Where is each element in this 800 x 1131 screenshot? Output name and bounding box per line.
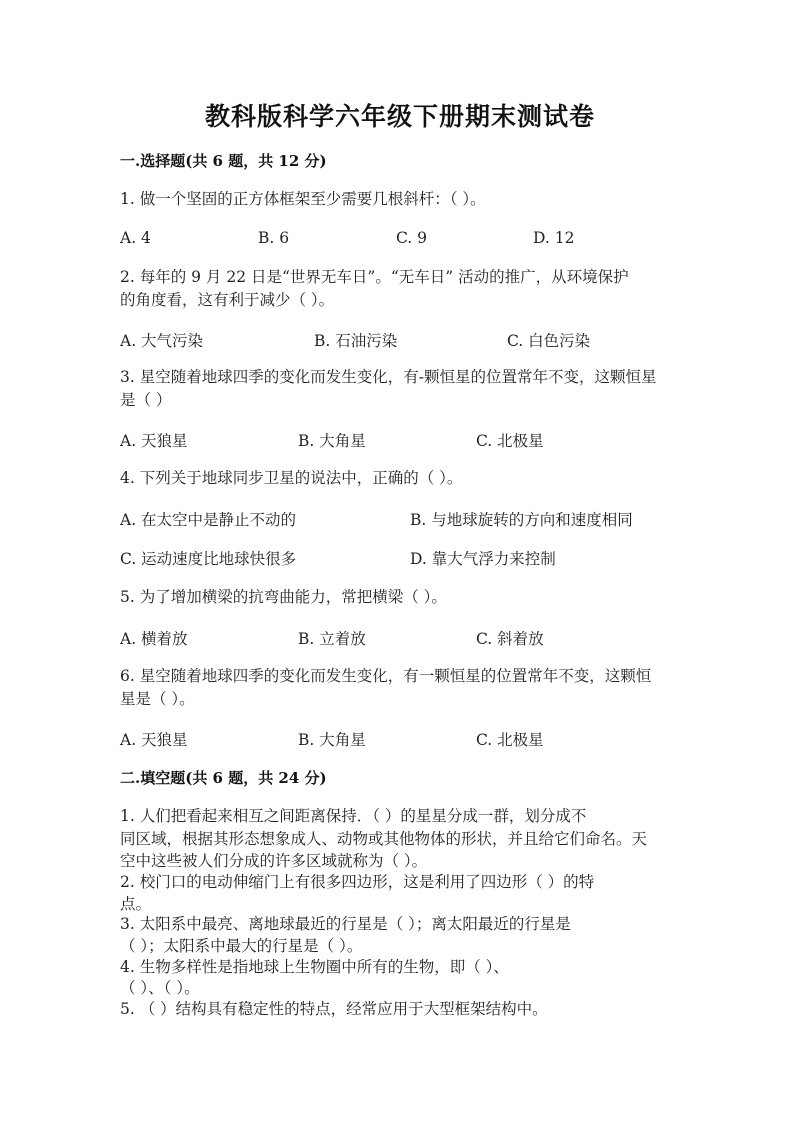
fill-line-3: 空中这些被人们分成的许多区域就称为（ ）。: [120, 852, 428, 870]
q3-option-b: B. 大角星: [298, 432, 366, 450]
question-5: 5. 为了增加横梁的抗弯曲能力，常把横梁（ ）。: [120, 588, 447, 606]
fill-line-10: 5. （ ）结构具有稳定性的特点，经常应用于大型框架结构中。: [120, 1000, 548, 1018]
question-3-line-2: 是（ ）: [120, 391, 172, 409]
fill-line-5: 点。: [120, 895, 152, 913]
fill-line-2: 同区域，根据其形态想象成人、动物或其他物体的形状，并且给它们命名。天: [120, 830, 648, 848]
question-6-line-2: 星是（ ）。: [120, 690, 195, 708]
section-heading-choice: 一.选择题(共 6 题，共 12 分): [120, 152, 327, 170]
q4-option-a: A. 在太空中是静止不动的: [120, 511, 297, 529]
q3-option-a: A. 天狼星: [120, 432, 188, 450]
q2-option-c: C. 白色污染: [507, 332, 591, 350]
fill-line-8: 4. 生物多样性是指地球上生物圈中所有的生物，即（ ）、: [120, 958, 509, 976]
q4-option-b: B. 与地球旋转的方向和速度相同: [410, 511, 633, 529]
page-title: 教科版科学六年级下册期末测试卷: [204, 102, 595, 131]
q6-option-a: A. 天狼星: [120, 731, 188, 749]
question-1: 1. 做一个坚固的正方体框架至少需要几根斜杆：（ ）。: [120, 190, 486, 208]
q6-option-c: C. 北极星: [476, 731, 544, 749]
q2-option-a: A. 大气污染: [120, 332, 204, 350]
question-6-line-1: 6. 星空随着地球四季的变化而发生变化，有一颗恒星的位置常年不变，这颗恒: [120, 667, 652, 685]
q2-option-b: B. 石油污染: [314, 332, 398, 350]
fill-line-7: （ ）；太阳系中最大的行星是（ ）。: [120, 937, 363, 955]
fill-line-4: 2. 校门口的电动伸缩门上有很多四边形，这是利用了四边形（ ）的特: [120, 873, 595, 891]
question-2-line-2: 的角度看，这有利于减少（ ）。: [120, 291, 335, 309]
fill-line-1: 1. 人们把看起来相互之间距离保持．（ ）的星星分成一群，划分成不: [120, 807, 587, 825]
q5-option-b: B. 立着放: [298, 630, 366, 648]
section-heading-fill: 二.填空题(共 6 题，共 24 分): [120, 769, 327, 787]
q1-option-d: D. 12: [533, 229, 575, 247]
fill-line-9: （ ）、（ ）。: [120, 979, 200, 997]
fill-line-6: 3. 太阳系中最亮、离地球最近的行星是（ ）；离太阳最近的行星是: [120, 915, 571, 933]
q5-option-c: C. 斜着放: [476, 630, 544, 648]
q6-option-b: B. 大角星: [298, 731, 366, 749]
q1-option-c: C. 9: [396, 229, 428, 247]
question-4: 4. 下列关于地球同步卫星的说法中，正确的（ ）。: [120, 469, 463, 487]
question-2-line-1: 2. 每年的 9 月 22 日是“世界无车日”。“无车日” 活动的推广，从环境保护: [120, 268, 629, 286]
q4-option-c: C. 运动速度比地球快很多: [120, 550, 297, 568]
q1-option-a: A. 4: [120, 229, 151, 247]
q4-option-d: D. 靠大气浮力来控制: [410, 550, 556, 568]
question-3-line-1: 3. 星空随着地球四季的变化而发生变化，有-颗恒星的位置常年不变，这颗恒星: [120, 368, 657, 386]
q5-option-a: A. 横着放: [120, 630, 188, 648]
q1-option-b: B. 6: [258, 229, 290, 247]
q3-option-c: C. 北极星: [476, 432, 544, 450]
